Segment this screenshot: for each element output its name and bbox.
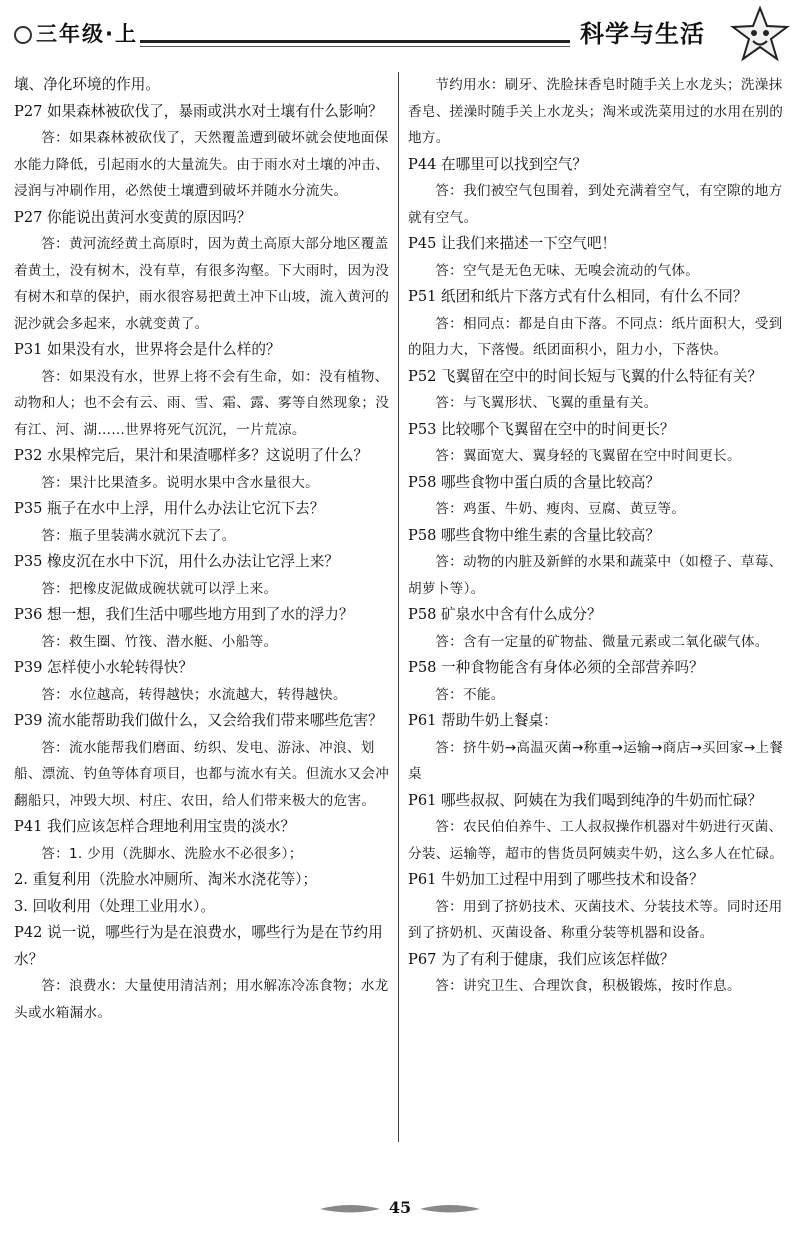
- header-rule-thin: [140, 46, 570, 47]
- answer-text: 答：黄河流经黄土高原时，因为黄土高原大部分地区覆盖着黄土，没有树木，没有草，有很多沟壑。下大雨时，因为没有树木和草的保护，雨水很容易把黄土冲下山坡，流入黄河的泥沙就会多起来，水就变黄了。: [14, 236, 390, 332]
- answer-text: 答：如果没有水，世界上将不会有生命，如：没有植物、动物和人；也不会有云、雨、雪、霜、露、雾等自然现象；没有江、河、湖……世界将死气沉沉，一片荒凉。: [14, 368, 390, 438]
- answer-text: 答：用到了挤奶技术、灭菌技术、分装技术等。同时还用到了挤奶机、灭菌设备、称重分装等机器和设备。: [408, 898, 783, 941]
- question-line: P39 流水能帮助我们做什么，又会给我们带来哪些危害？: [14, 712, 383, 729]
- answer-text: 答：挤牛奶→高温灭菌→称重→运输→商店→买回家→上餐桌: [408, 739, 784, 782]
- answer-text: 答：空气是无色无味、无嗅会流动的气体。: [435, 262, 700, 279]
- question-line: P45 让我们来描述一下空气吧！: [408, 235, 617, 252]
- question-line: P27 你能说出黄河水变黄的原因吗？: [14, 208, 252, 226]
- answer-text: 答：果汁比果渣多。说明水果中含水量很大。: [41, 474, 320, 491]
- question-line: P35 瓶子在水中上浮，用什么办法让它沉下去？: [14, 500, 325, 517]
- question-line: P58 矿泉水中含有什么成分？: [408, 606, 602, 623]
- answer-text: 答：讲究卫生、合理饮食，积极锻炼，按时作息。: [435, 978, 741, 994]
- page-header: [0, 0, 800, 62]
- question-line: P41 我们应该怎样合理地利用宝贵的淡水？: [14, 818, 296, 835]
- question-line: P36 想一想，我们生活中哪些地方用到了水的浮力？: [14, 606, 354, 623]
- question-line: P67 为了有利于健康，我们应该怎样做？: [408, 950, 675, 968]
- grade-label: [14, 18, 138, 48]
- question-line: P61 牛奶加工过程中用到了哪些技术和设备？: [408, 871, 704, 888]
- right-column: [408, 72, 788, 1000]
- answer-text: 答：如果森林被砍伐了，天然覆盖遭到破坏就会使地面保水能力降低，引起雨水的大量流失。由于雨水对土壤的冲击、浸润与冲刷作用，必然使土壤遭到破坏并随水分流失。: [14, 130, 390, 199]
- star-mascot-icon: [730, 6, 790, 62]
- question-line: P61 帮助牛奶上餐桌：: [408, 712, 558, 729]
- answer-text: 答：不能。: [435, 686, 505, 703]
- question-line: P42 说一说，哪些行为是在浪费水，哪些行为是在节约用水？: [14, 924, 383, 968]
- answer-text: 答：动物的内脏及新鲜的水果和蔬菜中（如橙子、草莓、胡萝卜等）。: [408, 554, 783, 597]
- question-line: P58 哪些食物中维生素的含量比较高？: [408, 526, 660, 544]
- question-line: P58 哪些食物中蛋白质的含量比较高？: [408, 473, 660, 491]
- answer-text: 答：1. 少用（洗脚水、洗脸水不必很多）；: [41, 845, 303, 862]
- answer-text: 答：翼面宽大、翼身轻的飞翼留在空中时间更长。: [435, 448, 741, 464]
- question-line: P51 纸团和纸片下落方式有什么相同，有什么不同？: [408, 288, 748, 305]
- text-line: 2. 重复利用（洗脸水冲厕所、淘米水浇花等）；: [14, 871, 318, 888]
- question-line: P32 水果榨完后，果汁和果渣哪样多？这说明了什么？: [14, 447, 369, 464]
- leaf-ornament-left-icon: [320, 1204, 380, 1214]
- answer-text: 答：农民伯伯养牛、工人叔叔操作机器对牛奶进行灭菌、分装、运输等，超市的售货员阿姨卖牛奶，这么多人在忙碌。: [408, 819, 784, 862]
- question-line: P52 飞翼留在空中的时间长短与飞翼的什么特征有关？: [408, 367, 763, 385]
- question-line: P27 如果森林被砍伐了，暴雨或洪水对土壤有什么影响？: [14, 102, 383, 120]
- column-divider: [398, 72, 399, 1142]
- swirl-icon: [14, 26, 32, 44]
- header-rule: [140, 40, 570, 43]
- text-line: 3. 回收利用（处理工业用水）。: [14, 897, 215, 915]
- leaf-ornament-right-icon: [420, 1204, 480, 1214]
- question-line: P53 比较哪个飞翼留在空中的时间更长？: [408, 420, 675, 438]
- answer-text: 答：浪费水：大量使用清洁剂；用水解冻冷冻食物；水龙头或水箱漏水。: [14, 978, 389, 1021]
- question-line: P35 橡皮沉在水中下沉，用什么办法让它浮上来？: [14, 553, 339, 570]
- answer-text: 节约用水：刷牙、洗脸抹香皂时随手关上水龙头；洗澡抹香皂、搓澡时随手关上水龙头；淘米或洗菜用过的水用在别的地方。: [408, 77, 784, 146]
- answer-text: 答：相同点：都是自由下落。不同点：纸片面积大，受到的阻力大，下落慢。纸团面积小，阻力小，下落快。: [408, 315, 783, 358]
- answer-text: 答：含有一定量的矿物盐、微量元素或二氧化碳气体。: [435, 633, 769, 650]
- answer-text: 答：与飞翼形状、飞翼的重量有关。: [435, 395, 658, 411]
- page-footer: [0, 1190, 800, 1230]
- question-line: P39 怎样使小水轮转得快？: [14, 659, 193, 676]
- answer-text: 答：流水能帮我们磨面、纺织、发电、游泳、冲浪、划船、漂流、钓鱼等体育项目，也都与流水有关。但流水又会冲翻船只，冲毁大坝、村庄、农田，给人们带来极大的危害。: [14, 739, 390, 809]
- answer-text: 答：瓶子里装满水就沉下去了。: [41, 527, 236, 544]
- text-line: 壤、净化环境的作用。: [14, 76, 160, 93]
- grade-text: 三年级·上: [36, 22, 138, 46]
- question-line: P44 在哪里可以找到空气？: [408, 155, 587, 173]
- answer-text: 答：救生圈、竹筏、潜水艇、小船等。: [41, 633, 278, 650]
- answer-text: 答：水位越高，转得越快；水流越大，转得越快。: [41, 686, 347, 703]
- question-line: P61 哪些叔叔、阿姨在为我们喝到纯净的牛奶而忙碌？: [408, 791, 763, 809]
- answer-text: 答：我们被空气包围着，到处充满着空气，有空隙的地方就有空气。: [408, 183, 783, 226]
- question-line: P58 一种食物能含有身体必须的全部营养吗？: [408, 659, 704, 676]
- answer-text: 答：鸡蛋、牛奶、瘦肉、豆腐、黄豆等。: [435, 501, 686, 517]
- question-line: P31 如果没有水，世界将会是什么样的？: [14, 341, 281, 358]
- left-column: [14, 72, 394, 1026]
- answer-text: 答：把橡皮泥做成碗状就可以浮上来。: [41, 580, 278, 597]
- page-number: 45: [388, 1198, 412, 1217]
- book-title: 科学与生活: [580, 20, 705, 48]
